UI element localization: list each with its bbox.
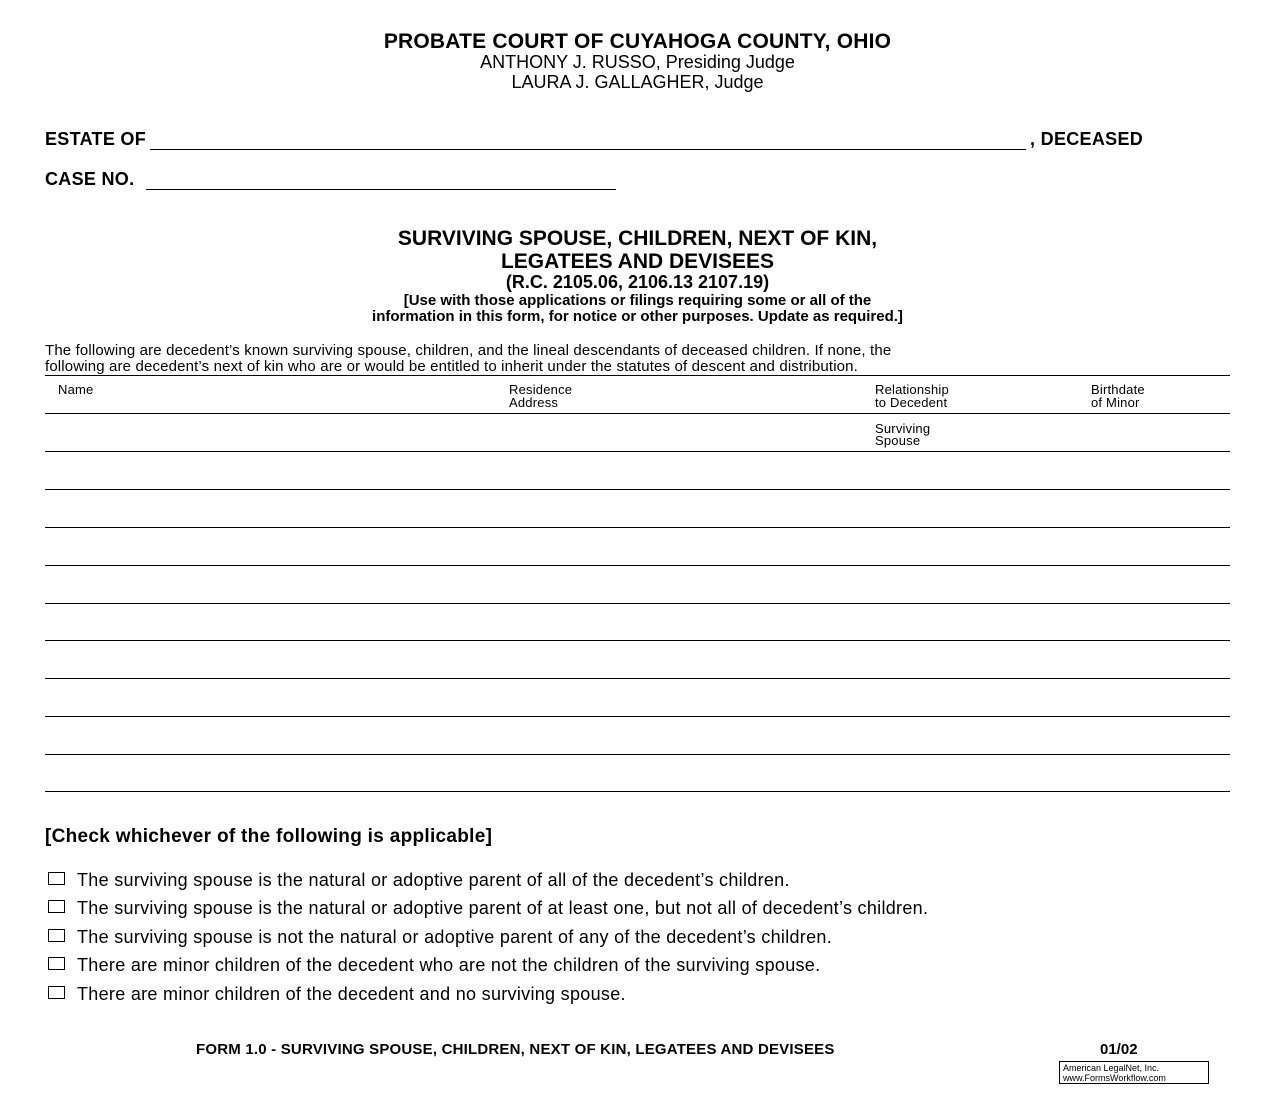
form-title-line1: SURVIVING SPOUSE, CHILDREN, NEXT OF KIN,: [397, 227, 878, 250]
presiding-judge: ANTHONY J. RUSSO, Presiding Judge: [480, 52, 795, 72]
col-address-header-line1: Residence: [509, 382, 573, 397]
form-title-line2: LEGATEES AND DEVISEES: [500, 250, 775, 273]
table-row[interactable]: [45, 527, 1230, 528]
col-address-header-line2: Address: [509, 395, 559, 410]
form-revision-date: 01/02: [1100, 1041, 1138, 1058]
checkbox[interactable]: [48, 872, 65, 885]
intro-line2: following are decedent’s next of kin who are or would be entitled to inherit under the statutes of descent and distribution.: [45, 358, 858, 375]
checklist-item-label: There are minor children of the decedent who are not the children of the surviving spouse.: [77, 955, 821, 975]
intro-line1: The following are decedent’s known surviving spouse, children, and the lineal descendants of deceased children. If none, the: [45, 342, 892, 359]
checklist-item: [48, 955, 820, 976]
intro-paragraph: [45, 343, 1230, 375]
spouse-row-label-line2: Spouse: [875, 433, 921, 448]
col-address-header: [509, 383, 572, 409]
checklist-heading: [Check whichever of the following is applicable]: [45, 826, 493, 847]
spouse-row-label-line1: Surviving: [875, 421, 931, 436]
publisher-logo: [1059, 1061, 1209, 1084]
table-row[interactable]: [45, 451, 1230, 452]
estate-name-field[interactable]: [150, 132, 1026, 150]
deceased-label: , DECEASED: [1030, 129, 1144, 149]
case-label: CASE NO.: [45, 169, 135, 189]
statute-reference: (R.C. 2105.06, 2106.13 2107.19): [505, 272, 770, 292]
checkbox[interactable]: [48, 957, 65, 970]
table-row[interactable]: [45, 565, 1230, 566]
table-row[interactable]: [45, 489, 1230, 490]
col-relationship-header: [875, 383, 949, 409]
estate-label: ESTATE OF: [45, 129, 147, 149]
col-birthdate-header-line2: of Minor: [1091, 395, 1140, 410]
spouse-row-label: [875, 423, 930, 447]
checkbox[interactable]: [48, 986, 65, 999]
case-line: [45, 169, 620, 190]
checklist-item: [48, 898, 928, 919]
col-relationship-header-line2: to Decedent: [875, 395, 948, 410]
usage-note-line2: information in this form, for notice or other purposes. Update as required.]: [372, 308, 903, 325]
checklist-item-label: There are minor children of the decedent and no surviving spouse.: [77, 984, 626, 1004]
form-footer-title: FORM 1.0 - SURVIVING SPOUSE, CHILDREN, NEXT OF KIN, LEGATEES AND DEVISEES: [196, 1041, 835, 1058]
checklist-item: [48, 870, 790, 891]
table-row[interactable]: [45, 754, 1230, 755]
publisher-name: American LegalNet, Inc.: [1063, 1063, 1160, 1073]
table-row[interactable]: [45, 640, 1230, 641]
col-birthdate-header: [1091, 383, 1145, 409]
case-number-field[interactable]: [146, 172, 616, 190]
checkbox[interactable]: [48, 900, 65, 913]
checklist-item: [48, 927, 832, 948]
table-row[interactable]: [45, 678, 1230, 679]
publisher-url: www.FormsWorkflow.com: [1063, 1073, 1166, 1083]
table-row[interactable]: [45, 716, 1230, 717]
court-name: PROBATE COURT OF CUYAHOGA COUNTY, OHIO: [383, 30, 892, 53]
checklist-item-label: The surviving spouse is not the natural or adoptive parent of any of the decedent’s children.: [77, 927, 833, 947]
checklist-item: [48, 984, 626, 1005]
table-top-rule: [45, 375, 1230, 376]
col-relationship-header-line1: Relationship: [875, 382, 949, 397]
table-row[interactable]: [45, 603, 1230, 604]
col-name-header: Name: [58, 382, 94, 397]
checklist-item-label: The surviving spouse is the natural or adoptive parent of at least one, but not all of decedent’s children.: [77, 898, 929, 918]
checklist-item-label: The surviving spouse is the natural or adoptive parent of all of the decedent’s children.: [77, 870, 790, 890]
usage-note-line1: [Use with those applications or filings requiring some or all of the: [403, 292, 872, 309]
checkbox[interactable]: [48, 929, 65, 942]
table-row[interactable]: [45, 791, 1230, 792]
col-birthdate-header-line1: Birthdate: [1091, 382, 1145, 397]
judge: LAURA J. GALLAGHER, Judge: [511, 72, 764, 92]
estate-line: [45, 129, 1143, 150]
table-header-rule: [45, 413, 1230, 414]
